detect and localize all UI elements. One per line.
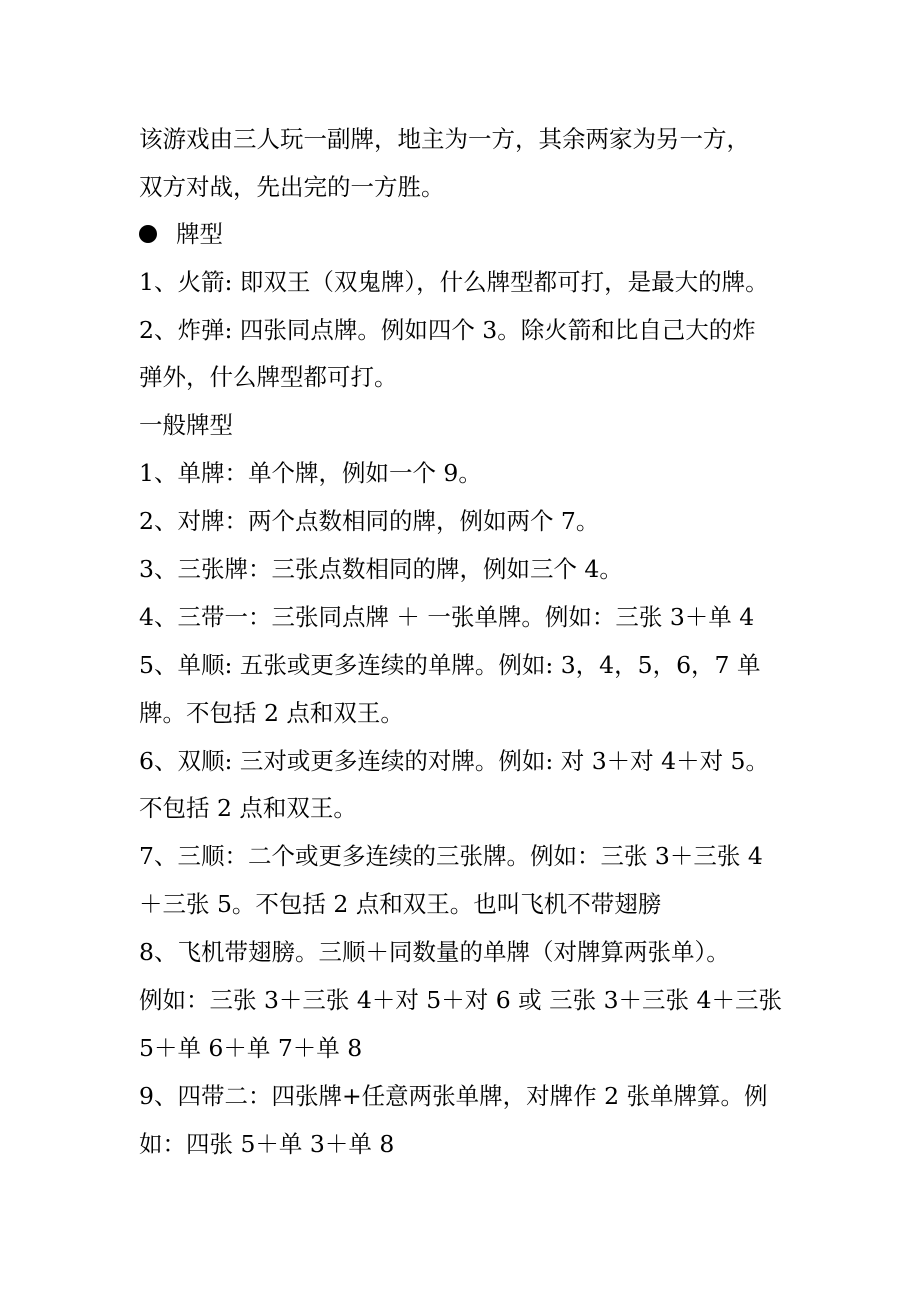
general-rule-line-12: 例如：三张 3＋三张 4＋对 5＋对 6 或 三张 3＋三张 4＋三张 (139, 986, 782, 1014)
general-rule-line-11: 8、飞机带翅膀。三顺＋同数量的单牌（对牌算两张单）。 (139, 938, 730, 966)
rocket-rule-line: 1、火箭: 即双王（双鬼牌），什么牌型都可打，是最大的牌。 (139, 268, 769, 296)
general-rule-line-7: 6、双顺: 三对或更多连续的对牌。例如: 对 3＋对 4＋对 5。 (139, 747, 769, 775)
general-rule-line-9: 7、三顺：二个或更多连续的三张牌。例如：三张 3＋三张 4 (139, 842, 763, 870)
section-heading: 牌型 (176, 220, 223, 248)
general-rule-line-6: 牌。不包括 2 点和双王。 (139, 699, 404, 727)
general-heading: 一般牌型 (139, 411, 233, 439)
intro-line-1: 该游戏由三人玩一副牌，地主为一方，其余两家为另一方， (139, 125, 750, 153)
general-rule-line-15: 如：四张 5＋单 3＋单 8 (139, 1130, 395, 1158)
bomb-rule-line-1: 2、炸弹: 四张同点牌。例如四个 3。除火箭和比自己大的炸 (139, 316, 756, 344)
general-rule-line-2: 2、对牌：两个点数相同的牌，例如两个 7。 (139, 507, 600, 535)
bullet-icon (139, 225, 157, 243)
general-rule-line-1: 1、单牌：单个牌，例如一个 9。 (139, 459, 482, 487)
general-rule-line-14: 9、四带二：四张牌+任意两张单牌，对牌作 2 张单牌算。例 (139, 1082, 768, 1110)
general-rule-line-4: 4、三带一：三张同点牌 ＋ 一张单牌。例如：三张 3＋单 4 (139, 603, 755, 631)
intro-line-2: 双方对战，先出完的一方胜。 (139, 173, 445, 201)
general-rule-line-8: 不包括 2 点和双王。 (139, 794, 357, 822)
general-rule-line-3: 3、三张牌：三张点数相同的牌，例如三个 4。 (139, 555, 623, 583)
general-rule-line-13: 5＋单 6＋单 7＋单 8 (139, 1034, 363, 1062)
general-rule-line-10: ＋三张 5。不包括 2 点和双王。也叫飞机不带翅膀 (139, 890, 662, 918)
bomb-rule-line-2: 弹外，什么牌型都可打。 (139, 363, 398, 391)
general-rule-line-5: 5、单顺: 五张或更多连续的单牌。例如: 3，4，5，6，7 单 (139, 651, 761, 679)
